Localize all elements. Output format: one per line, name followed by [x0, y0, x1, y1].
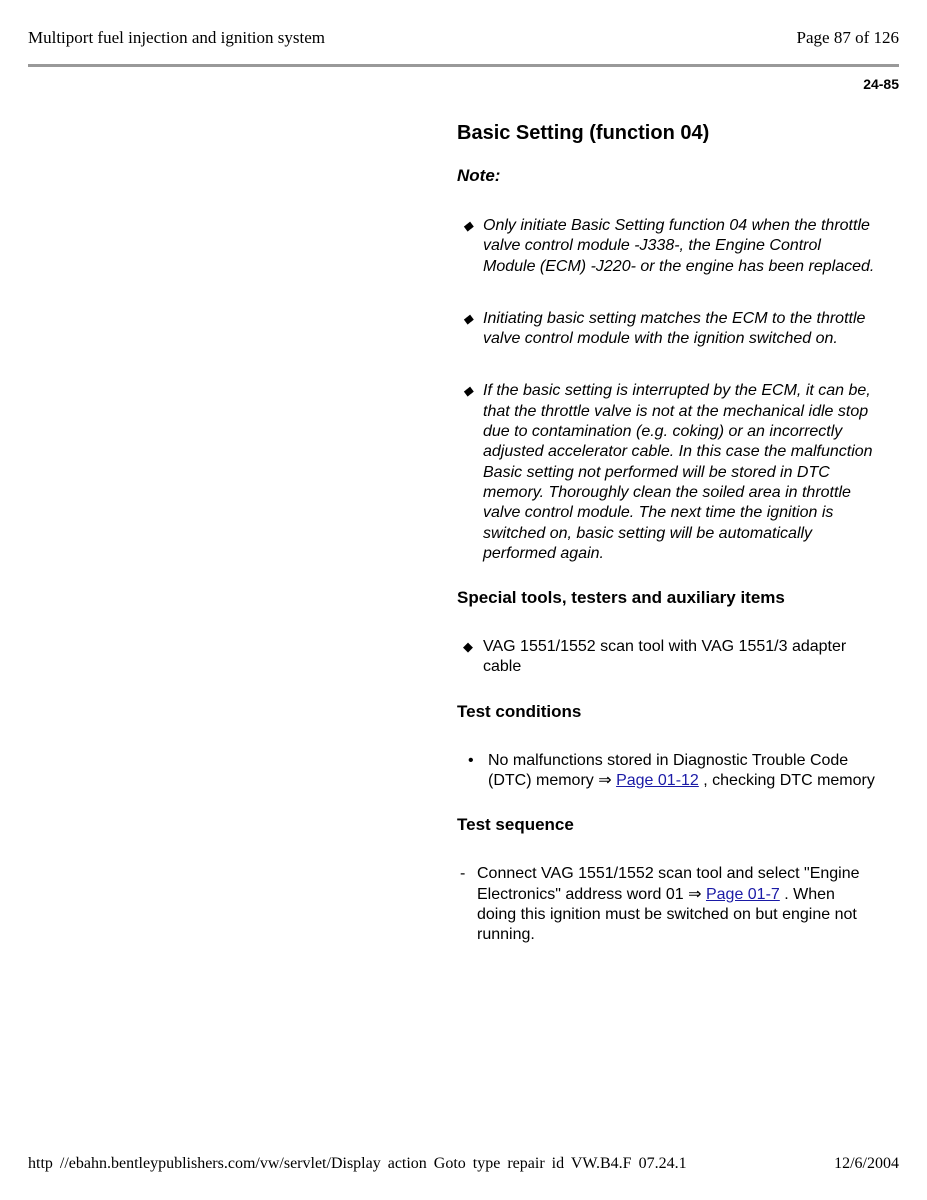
repair-page-number: 24-85 — [863, 76, 899, 92]
page-counter: Page 87 of 126 — [796, 28, 899, 47]
diamond-bullet-icon: ◆ — [463, 310, 473, 326]
note-text: Only initiate Basic Setting function 04 when the throttle valve control module -J338-, the Engine Control Module (ECM) -J220- or the engine has been replaced. — [483, 217, 875, 275]
page-01-12-link[interactable]: Page 01-12 — [616, 772, 699, 790]
special-tools-heading: Special tools, testers and auxiliary items — [457, 588, 785, 608]
step-text: Connect VAG 1551/1552 scan tool and select "Engine Electronics" address word 01 ⇒ — [477, 865, 860, 903]
tool-text: VAG 1551/1552 scan tool with VAG 1551/3 adapter cable — [483, 638, 847, 676]
header-divider — [28, 64, 899, 67]
dash-marker: - — [460, 865, 466, 883]
footer-url: http //ebahn.bentleypublishers.com/vw/servlet/Display action Goto type repair id VW.B4.F 07.24.1 — [28, 1155, 687, 1172]
footer-date: 12/6/2004 — [834, 1155, 899, 1172]
diamond-bullet-icon: ◆ — [463, 218, 473, 233]
footer — [28, 1155, 899, 1173]
note-text: If the basic setting is interrupted by the ECM, it can be, that the throttle valve is not at the mechanical idle stop due to contamination (e.g. coking) or an incorrectly adjusted accelerator cable. In this case the malfunction Basic setting not performed will be stored in DTC memory. Thoroughly clean the soiled area in throttle valve control module. The next time the ignition is switched on, basic setting will be automatically performed again. — [483, 382, 873, 562]
test-sequence-heading: Test sequence — [457, 815, 574, 835]
note-item — [457, 309, 877, 350]
note-item — [457, 381, 877, 564]
dot-bullet-icon: • — [468, 751, 474, 769]
condition-text: No malfunctions stored in Diagnostic Trouble Code (DTC) memory ⇒ — [488, 751, 849, 790]
test-conditions-heading: Test conditions — [457, 701, 582, 721]
step-text-end: . When doing this ignition must be switched on but engine not running. — [477, 885, 857, 944]
condition-item — [457, 751, 877, 792]
main-content — [457, 122, 877, 946]
note-text: Initiating basic setting matches the ECM to the throttle valve control module with the ignition switched on. — [483, 309, 866, 348]
diamond-bullet-icon: ◆ — [463, 383, 473, 399]
note-item — [457, 216, 877, 277]
sequence-step — [457, 864, 877, 945]
page-01-7-link[interactable]: Page 01-7 — [705, 885, 780, 903]
document-title: Multiport fuel injection and ignition system — [28, 28, 325, 47]
section-title: Basic Setting (function 04) — [457, 122, 710, 144]
condition-text-end: , checking DTC memory — [703, 772, 875, 790]
diamond-bullet-icon: ◆ — [463, 639, 473, 655]
note-label: Note: — [457, 166, 501, 185]
tool-item — [457, 637, 877, 678]
